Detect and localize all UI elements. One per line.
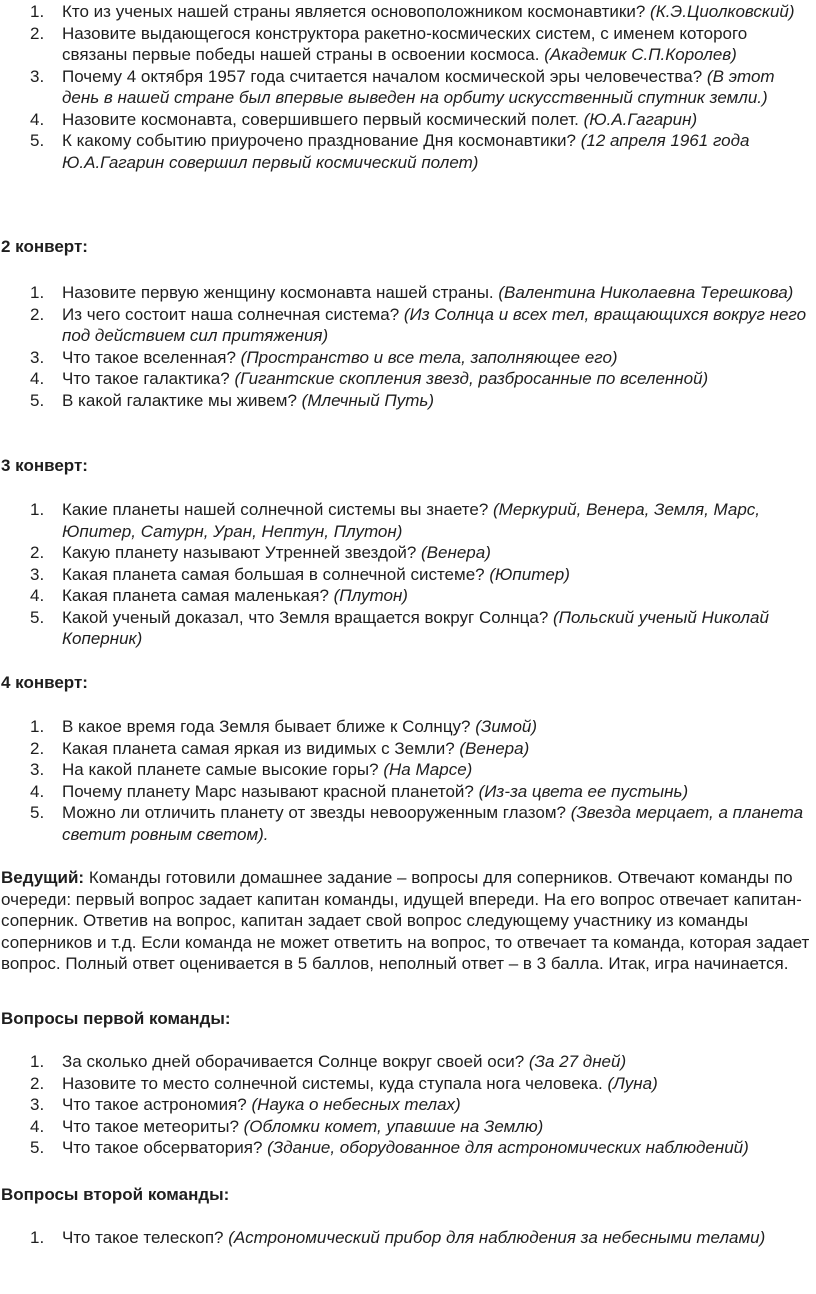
list-item: 5. Что такое обсерватория? (Здание, оборудованное для астрономических наблюдений) <box>30 1138 749 1157</box>
list-item: 3. Что такое астрономия? (Наука о небесных телах) <box>30 1095 461 1114</box>
question-text: На какой планете самые высокие горы? <box>62 760 379 779</box>
question-text: Какую планету называют Утренней звездой? <box>62 543 417 562</box>
answer-text: (Венера) <box>421 543 491 562</box>
answer-text: (Юпитер) <box>489 564 570 584</box>
question-text: Что такое метеориты? <box>62 1116 239 1136</box>
answer-text: (12 апреля 1961 года Ю.А.Гагарин совершил первый космический полет) <box>62 131 750 172</box>
question-text: Назовите космонавта, совершившего первый космический полет. <box>62 109 579 129</box>
answer-text: (Зимой) <box>475 717 538 736</box>
host-text: Команды готовили домашнее задание – вопросы для соперников. Отвечают команды по очереди: первый вопрос задает капитан команды, идущей впереди. На его вопрос отвечает капитан-соперник. Ответив на вопрос, капитан задает свой вопрос следующему участнику из команды соперников и т.д. Если команда не может ответить на вопрос, то отвечает та команда, которая задает вопрос. Полный ответ оценивается в 5 баллов, неполный ответ – в 3 балла. Итак, игра начинается. <box>1 868 810 973</box>
host-paragraph <box>0 867 816 975</box>
answer-text: (Млечный Путь) <box>301 390 435 410</box>
team-2-question-list <box>0 1227 771 1249</box>
team-1-heading: Вопросы первой команды: <box>1 1009 231 1028</box>
question-text: В какое время года Земля бывает ближе к Солнцу? <box>62 717 471 736</box>
question-text: Назовите первую женщину космонавта нашей страны. <box>62 283 494 302</box>
list-item: 3. Какая планета самая большая в солнечной системе? (Юпитер) <box>30 564 570 584</box>
answer-text: (Из Солнца и всех тел, вращающихся вокруг него под действием сил притяжения) <box>62 304 807 345</box>
answer-text: (Меркурий, Венера, Земля, Марс, Юпитер, Сатурн, Уран, Нептун, Плутон) <box>62 500 760 541</box>
question-text: Почему 4 октября 1957 года считается началом космической эры человечества? <box>62 66 703 86</box>
answer-text: (Венера) <box>459 738 530 758</box>
list-item: 1. Назовите первую женщину космонавта нашей страны. (Валентина Николаевна Терешкова) <box>30 283 794 302</box>
answer-text: (За 27 дней) <box>528 1052 627 1071</box>
host-label: Ведущий: <box>1 868 85 887</box>
answer-text: (В этот день в нашей стране был впервые выведен на орбиту искусственный спутник земли.) <box>62 66 775 107</box>
envelope-3-heading: 3 конверт: <box>1 456 88 475</box>
answer-text: (Гигантские скопления звезд, разбросанные по вселенной) <box>234 369 709 388</box>
answer-text: (На Марсе) <box>383 760 473 779</box>
answer-text: (Астрономический прибор для наблюдения за небесными телами) <box>228 1228 766 1247</box>
answer-text: (Ю.А.Гагарин) <box>583 109 698 129</box>
answer-text: (Пространство и все тела, заполняющее его) <box>240 347 618 367</box>
list-item: 4. Что такое галактика? (Гигантские скопления звезд, разбросанные по вселенной) <box>30 369 709 388</box>
question-text: Назовите то место солнечной системы, куда ступала нога человека. <box>62 1073 603 1093</box>
question-text: Кто из ученых нашей страны является основоположником космонавтики? <box>62 2 646 21</box>
answer-text: (Плутон) <box>333 586 408 605</box>
list-item: 3. Почему 4 октября 1957 года считается началом космической эры человечества? (В этот день в нашей стране был впервые выведен на орбиту искусственный спутник земли.) <box>30 66 775 107</box>
envelope-2-heading: 2 конверт: <box>1 237 88 256</box>
list-item: 4. Что такое метеориты? (Обломки комет, упавшие на Землю) <box>30 1116 544 1136</box>
list-item: 1. Кто из ученых нашей страны является основоположником космонавтики? (К.Э.Циолковский) <box>30 2 795 21</box>
question-text: Можно ли отличить планету от звезды невооруженным глазом? <box>62 803 566 822</box>
answer-text: (Наука о небесных телах) <box>251 1095 461 1114</box>
list-item: 5. Какой ученый доказал, что Земля вращается вокруг Солнца? (Польский ученый Николай Коперник) <box>30 607 769 648</box>
list-item: 2. Назовите выдающегося конструктора ракетно-космических систем, с именем которого связаны первые победы нашей страны в освоении космоса. (Академик С.П.Королев) <box>30 23 748 64</box>
list-item: 5. Можно ли отличить планету от звезды невооруженным глазом? (Звезда мерцает, а планета светит ровным светом). <box>30 803 804 844</box>
envelope-3-question-list <box>0 499 816 650</box>
envelope-4-question-list <box>0 716 816 845</box>
list-item: 4. Назовите космонавта, совершившего первый космический полет. (Ю.А.Гагарин) <box>30 109 698 129</box>
question-text: За сколько дней оборачивается Солнце вокруг своей оси? <box>62 1052 525 1071</box>
list-item: 1. В какое время года Земля бывает ближе к Солнцу? (Зимой) <box>30 717 538 736</box>
answer-text: (К.Э.Циолковский) <box>650 2 795 21</box>
question-text: Что такое вселенная? <box>62 347 236 367</box>
question-text: В какой галактике мы живем? <box>62 390 297 410</box>
answer-text: (Академик С.П.Королев) <box>544 45 737 64</box>
question-text: Из чего состоит наша солнечная система? <box>62 304 400 324</box>
list-item: 3. Что такое вселенная? (Пространство и все тела, заполняющее его) <box>30 347 618 367</box>
intro-question-list <box>0 1 816 173</box>
question-text: Назовите выдающегося конструктора ракетно-космических систем, с именем которого связаны первые победы нашей страны в освоении космоса. <box>62 23 748 64</box>
answer-text: (Обломки комет, упавшие на Землю) <box>243 1116 544 1136</box>
list-item: 4. Какая планета самая маленькая? (Плутон) <box>30 586 408 605</box>
envelope-2-question-list <box>0 282 816 411</box>
list-item: 1. За сколько дней оборачивается Солнце вокруг своей оси? (За 27 дней) <box>30 1052 627 1071</box>
answer-text: (Из-за цвета ее пустынь) <box>478 781 689 801</box>
question-text: К какому событию приурочено празднование Дня космонавтики? <box>62 131 577 150</box>
list-item: 2. Назовите то место солнечной системы, куда ступала нога человека. (Луна) <box>30 1073 658 1093</box>
team-1-question-list <box>0 1051 755 1159</box>
question-text: Какая планета самая яркая из видимых с Земли? <box>62 738 455 758</box>
answer-text: (Луна) <box>607 1073 658 1093</box>
answer-text: (Валентина Николаевна Терешкова) <box>498 283 794 302</box>
list-item: 2. Какая планета самая яркая из видимых с Земли? (Венера) <box>30 738 530 758</box>
team-2-heading: Вопросы второй команды: <box>1 1185 230 1204</box>
list-item: 2. Из чего состоит наша солнечная система? (Из Солнца и всех тел, вращающихся вокруг него под действием сил притяжения) <box>30 304 807 345</box>
question-text: Что такое телескоп? <box>62 1228 224 1247</box>
question-text: Что такое галактика? <box>62 369 230 388</box>
list-item: 4. Почему планету Марс называют красной планетой? (Из-за цвета ее пустынь) <box>30 781 689 801</box>
question-text: Что такое астрономия? <box>62 1095 247 1114</box>
question-text: Какая планета самая маленькая? <box>62 586 329 605</box>
list-item: 1. Что такое телескоп? (Астрономический прибор для наблюдения за небесными телами) <box>30 1228 766 1247</box>
answer-text: (Звезда мерцает, а планета светит ровным светом). <box>62 803 804 844</box>
list-item: 5. В какой галактике мы живем? (Млечный Путь) <box>30 390 435 410</box>
list-item: 5. К какому событию приурочено празднование Дня космонавтики? (12 апреля 1961 года Ю.А.Гагарин совершил первый космический полет) <box>30 131 750 172</box>
question-text: Какая планета самая большая в солнечной системе? <box>62 564 485 584</box>
question-text: Почему планету Марс называют красной планетой? <box>62 781 474 801</box>
question-text: Какой ученый доказал, что Земля вращается вокруг Солнца? <box>62 607 549 627</box>
envelope-4-heading: 4 конверт: <box>1 673 88 692</box>
list-item: 1. Какие планеты нашей солнечной системы вы знаете? (Меркурий, Венера, Земля, Марс, Юпитер, Сатурн, Уран, Нептун, Плутон) <box>30 500 760 541</box>
question-text: Что такое обсерватория? <box>62 1138 263 1157</box>
list-item: 2. Какую планету называют Утренней звездой? (Венера) <box>30 543 491 562</box>
answer-text: (Польский ученый Николай Коперник) <box>62 607 769 648</box>
list-item: 3. На какой планете самые высокие горы? (На Марсе) <box>30 760 473 779</box>
answer-text: (Здание, оборудованное для астрономических наблюдений) <box>267 1138 749 1157</box>
question-text: Какие планеты нашей солнечной системы вы знаете? <box>62 500 489 519</box>
